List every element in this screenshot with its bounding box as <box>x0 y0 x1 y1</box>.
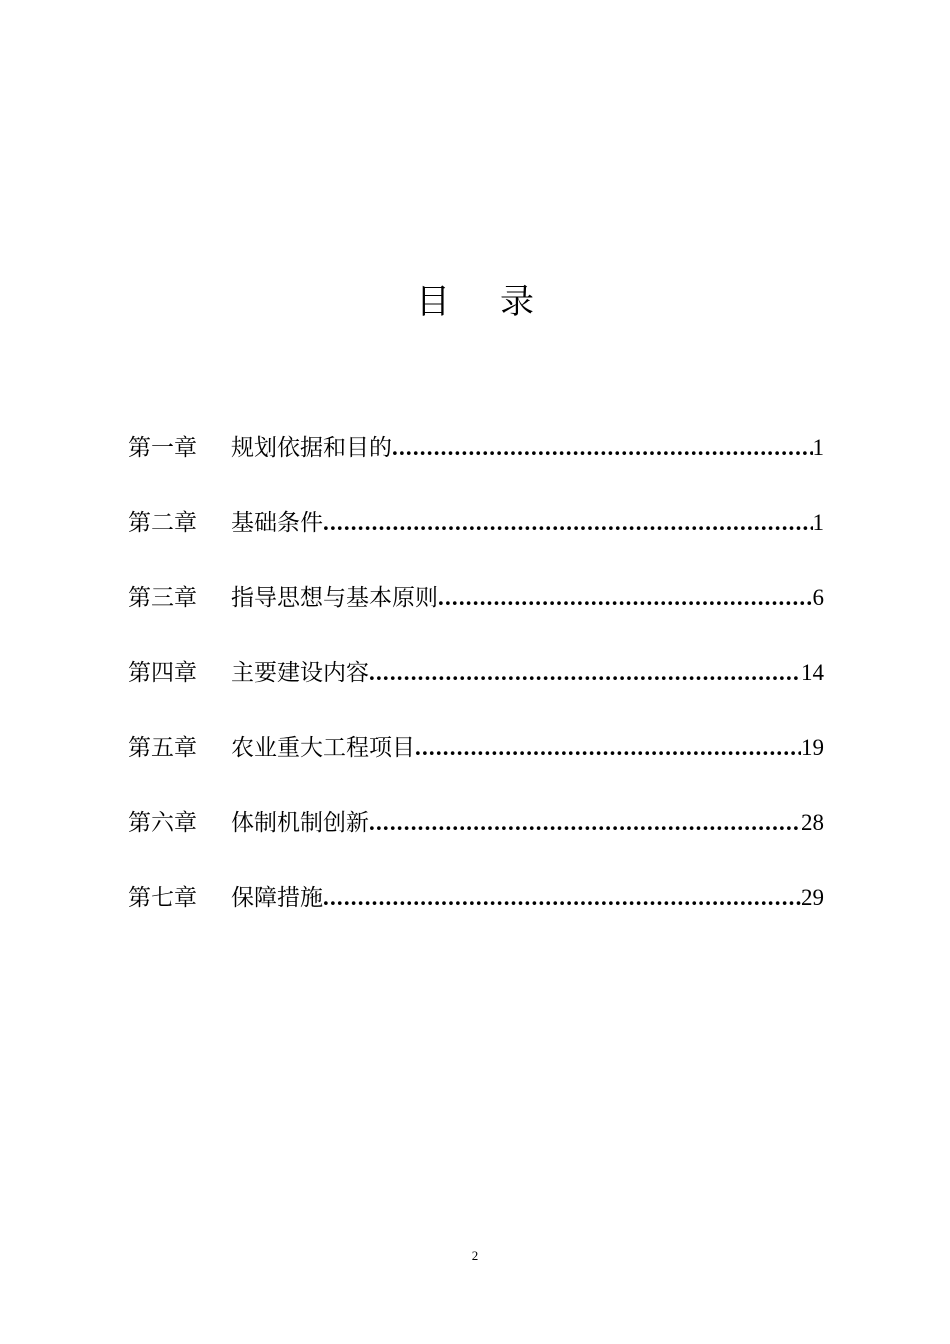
toc-entry-3[interactable] <box>128 578 824 653</box>
toc-entry-7[interactable] <box>128 878 824 953</box>
toc-dot-leader <box>415 728 801 768</box>
toc-page-number: 6 <box>812 585 824 610</box>
toc-chapter-number: 第五章 <box>128 735 197 761</box>
toc-chapter-title: 指导思想与基本原则 <box>231 585 438 611</box>
toc-list <box>128 428 824 953</box>
toc-heading-char-1: 目 <box>416 282 450 322</box>
toc-page-number: 1 <box>812 510 824 535</box>
toc-dot-leader <box>323 503 813 543</box>
toc-page-number: 1 <box>812 435 824 460</box>
toc-heading-char-2: 录 <box>500 282 534 322</box>
toc-dot-leader <box>369 803 801 843</box>
toc-chapter-number: 第二章 <box>128 510 197 536</box>
toc-page-number: 14 <box>801 660 824 685</box>
toc-chapter-number: 第三章 <box>128 585 197 611</box>
toc-entry-1[interactable] <box>128 428 824 503</box>
toc-page-number: 29 <box>801 885 824 910</box>
toc-page-number: 28 <box>801 810 824 835</box>
toc-chapter-number: 第七章 <box>128 885 197 911</box>
toc-heading <box>0 278 950 326</box>
toc-chapter-title: 基础条件 <box>231 510 323 536</box>
toc-chapter-number: 第四章 <box>128 660 197 686</box>
footer-page-number: 2 <box>471 1248 479 1263</box>
toc-entry-5[interactable] <box>128 728 824 803</box>
toc-chapter-number: 第一章 <box>128 435 197 461</box>
toc-dot-leader <box>392 428 813 468</box>
toc-dot-leader <box>438 578 813 618</box>
toc-chapter-title: 保障措施 <box>231 885 323 911</box>
toc-chapter-title: 农业重大工程项目 <box>231 735 415 761</box>
toc-entry-6[interactable] <box>128 803 824 878</box>
toc-chapter-title: 主要建设内容 <box>231 660 369 686</box>
toc-chapter-title: 规划依据和目的 <box>231 435 392 461</box>
toc-entry-2[interactable] <box>128 503 824 578</box>
toc-page-number: 19 <box>801 735 824 760</box>
toc-chapter-number: 第六章 <box>128 810 197 836</box>
toc-chapter-title: 体制机制创新 <box>231 810 369 836</box>
toc-entry-4[interactable] <box>128 653 824 728</box>
toc-dot-leader <box>323 878 801 918</box>
toc-dot-leader <box>369 653 801 693</box>
